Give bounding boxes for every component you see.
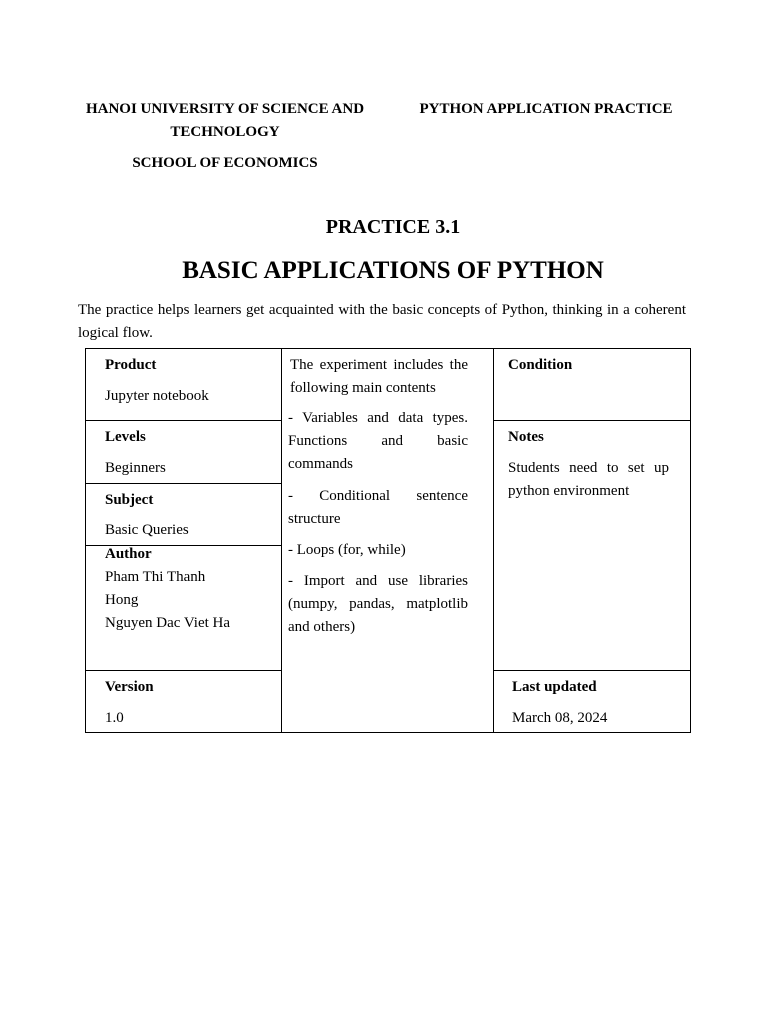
table-divider-right-1 — [493, 420, 691, 421]
condition-label: Condition — [508, 357, 573, 373]
table-divider-col2 — [493, 348, 494, 733]
author-name: Pham Thi Thanh Hong — [105, 569, 206, 608]
contents-item: - Conditional sentence structure — [288, 488, 468, 527]
course-name: PYTHON APPLICATION PRACTICE — [419, 101, 673, 117]
contents-intro: The experiment includes the following main contents — [290, 357, 468, 396]
school-name: SCHOOL OF ECONOMICS — [132, 155, 318, 171]
product-label: Product — [105, 357, 157, 373]
subject-value: Basic Queries — [105, 522, 189, 538]
table-border-bottom — [85, 732, 691, 733]
page-title — [0, 254, 768, 287]
table-border-right — [690, 348, 691, 733]
practice-number: PRACTICE 3.1 — [325, 216, 461, 238]
version-value: 1.0 — [105, 710, 124, 726]
table-divider-left-1 — [85, 420, 282, 421]
last-updated-value: March 08, 2024 — [512, 710, 608, 726]
levels-value: Beginners — [105, 460, 166, 476]
table-divider-left-2 — [85, 483, 282, 484]
version-label: Version — [105, 679, 154, 695]
subject-label: Subject — [105, 492, 154, 508]
table-border-top — [85, 348, 691, 349]
contents-item: - Variables and data types. Functions and basic commands — [288, 410, 468, 472]
table-divider-col1 — [281, 348, 282, 733]
page-title-text: BASIC APPLICATIONS OF PYTHON — [182, 257, 604, 284]
notes-label: Notes — [508, 429, 544, 445]
levels-label: Levels — [105, 429, 146, 445]
notes-value: Students need to set up python environment — [508, 460, 669, 499]
table-divider-left-4 — [85, 670, 282, 671]
last-updated-label: Last updated — [512, 679, 597, 695]
table-border-left — [85, 348, 86, 733]
author-label: Author — [105, 546, 152, 562]
table-divider-right-2 — [493, 670, 691, 671]
contents-item: - Import and use libraries (numpy, pandas, matplotlib and others) — [288, 573, 468, 635]
intro-paragraph: The practice helps learners get acquainted with the basic concepts of Python, thinking in a coherent logical flow. — [78, 302, 686, 341]
university-name: HANOI UNIVERSITY OF SCIENCE AND TECHNOLOGY — [85, 101, 365, 140]
contents-item: - Loops (for, while) — [288, 542, 406, 558]
product-value: Jupyter notebook — [105, 388, 209, 404]
author-name: Nguyen Dac Viet Ha — [105, 615, 231, 631]
